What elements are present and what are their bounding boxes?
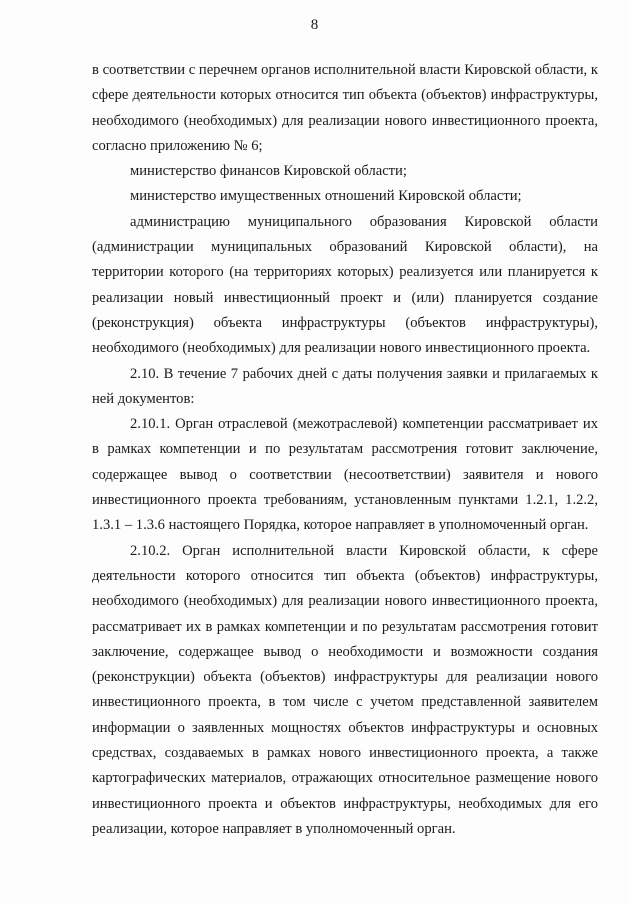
paragraph-ministry-finance: министерство финансов Кировской области; [130, 163, 407, 180]
paragraph-2-10-1: 2.10.1. Орган отраслевой (межотраслевой) компетенции рассматривает их в рамках компетенции и по результатам рассмотрения готовит заключение, содержащее вывод о соответствии (несоответствии) заявителя и нового инвестиционного проекта требованиям, установленным пунктами 1.2.1, 1.2.2, 1.3.1 – 1.3.6 настоящего Порядка, которое направляет в уполномоченный орган. [92, 416, 598, 534]
document-body [92, 58, 598, 842]
paragraph-2-10: 2.10. В течение 7 рабочих дней с даты получения заявки и прилагаемых к ней документов: [92, 365, 598, 407]
paragraph-ministry-property: министерство имущественных отношений Кировской области; [130, 188, 522, 205]
paragraph-municipal-administration: администрацию муниципального образования Кировской области (администрации муниципальных образований Кировской области), на территории которого (на территориях которых) реализуется или планируется к реализации новый инвестиционный проект и (или) планируется создание (реконструкция) объекта инфраструктуры (объектов инфраструктуры), необходимого (необходимых) для реализации нового инвестиционного проекта. [92, 213, 598, 357]
page-number: 8 [310, 17, 319, 33]
paragraph-2-10-2: 2.10.2. Орган исполнительной власти Кировской области, к сфере деятельности которого относится тип объекта (объектов) инфраструктуры, необходимого (необходимых) для реализации нового инвестиционного проекта, рассматривает их в рамках компетенции и по результатам рассмотрения готовит заключение, содержащее вывод о необходимости и возможности создания (реконструкции) объекта (объектов) инфраструктуры для реализации нового инвестиционного проекта, в том числе с учетом представленной заявителем информации о заявленных мощностях объектов инфраструктуры и основных средствах, создаваемых в рамках нового инвестиционного проекта, а также картографических материалов, отражающих относительное размещение нового инвестиционного проекта и объектов инфраструктуры, необходимых для его реализации, которое направляет в уполномоченный орган. [92, 542, 598, 837]
paragraph-continuation: в соответствии с перечнем органов исполнительной власти Кировской области, к сфере деятельности которых относится тип объекта (объектов) инфраструктуры, необходимого (необходимых) для реализации нового инвестиционного проекта, согласно приложению № 6; [92, 62, 598, 154]
